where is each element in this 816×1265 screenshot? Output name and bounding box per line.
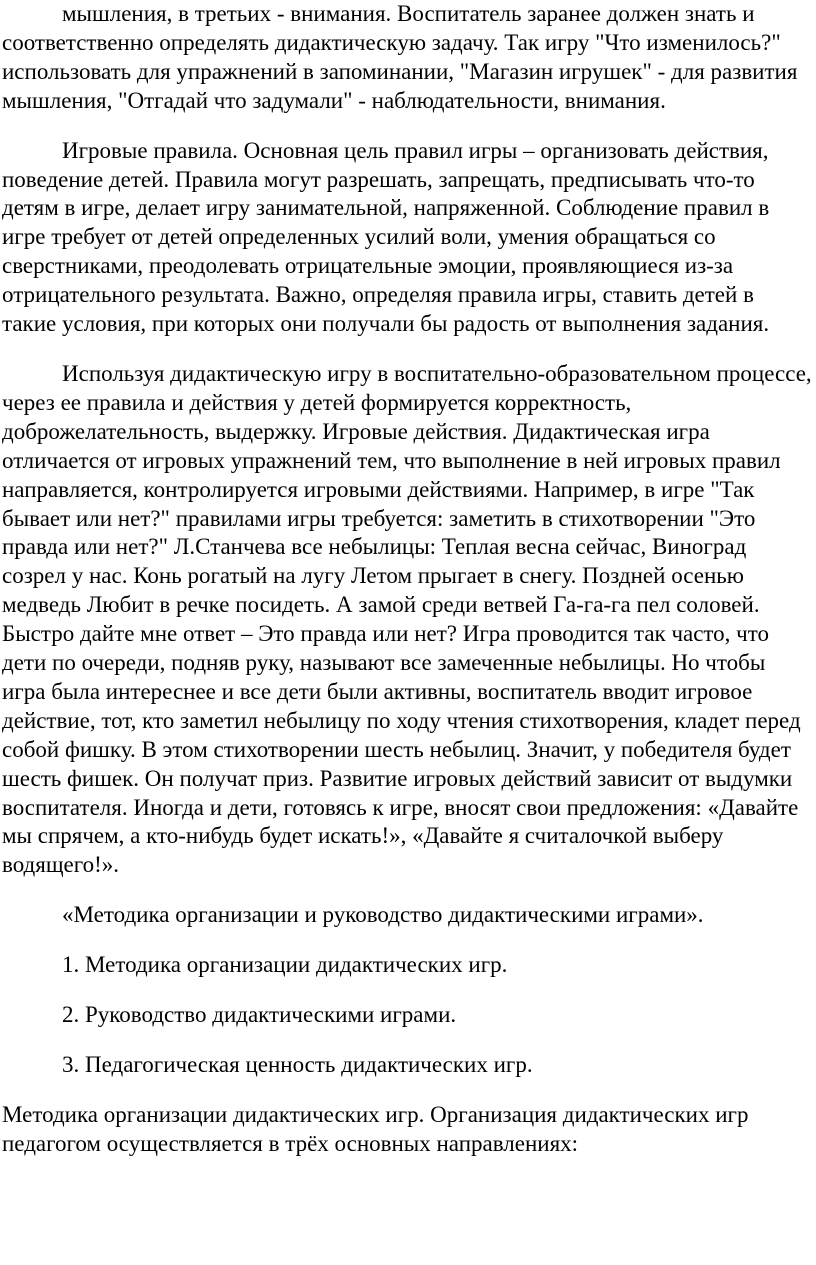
paragraph-methodology: Методика организации дидактических игр. Организация дидактических игр педагогом осуществляется в трёх основных направлениях:	[2, 1101, 749, 1156]
list-item-1: 1. Методика организации дидактических игр.	[62, 952, 508, 978]
section-heading: «Методика организации и руководство дидактическими играми».	[62, 902, 704, 928]
paragraph-game-actions: Используя дидактическую игру в воспитательно-образовательном процессе, через ее правила и действия у детей формируется корректность, доброжелательность, выдержку. Игровые действия. Дидактическая игра отличается от игровых упражнений тем, что выполнение в ней игровых правил направляется, контролируется игровыми действиями. Например, в игре "Так бывает или нет?" правилами игры требуется: заметить в стихотворении "Это правда или нет?" Л.Станчева все небылицы: Теплая весна сейчас, Виноград созрел у нас. Конь рогатый на лугу Летом прыгает в снегу. Поздней осенью медведь Любит в речке посидеть. А замой среди ветвей Га-га-га пел соловей. Быстро дайте мне ответ – Это правда или нет? Игра проводится так часто, что дети по очереди, подняв руку, называют все замеченные небылицы. Но чтобы игра была интереснее и все дети были активны, воспитатель вводит игровое действие, тот, кто заметил небылицу по ходу чтения стихотворения, кладет перед собой фишку. В этом стихотворении шесть небылиц. Значит, у победителя будет шесть фишек. Он получат приз. Развитие игровых действий зависит от выдумки воспитателя. Иногда и дети, готовясь к игре, вносят свои предложения: «Давайте мы спрячем, а кто-нибудь будет искать!», «Давайте я считалочкой выберу водящего!».	[2, 360, 812, 878]
list-item-3: 3. Педагогическая ценность дидактических игр.	[62, 1052, 533, 1077]
paragraph-game-rules: Игровые правила. Основная цель правил игры – организовать действия, поведение детей. Правила могут разрешать, запрещать, предписывать что-то детям в игре, делает игру занимательной, напряженной. Соблюдение правил в игре требует от детей определенных усилий воли, умения обращаться со сверстниками, преодолевать отрицательные эмоции, проявляющиеся из-за отрицательного результата. Важно, определяя правила игры, ставить детей в такие условия, при которых они получали бы радость от выполнения задания.	[2, 137, 770, 337]
list-item-2: 2. Руководство дидактическими играми.	[62, 1002, 457, 1028]
paragraph-intro: мышления, в третьих - внимания. Воспитатель заранее должен знать и соответственно определять дидактическую задачу. Так игру "Что изменилось?" использовать для упражнений в запоминании, "Магазин игрушек" - для развития мышления, "Отгадай что задумали" - наблюдательности, внимания.	[2, 1, 798, 113]
